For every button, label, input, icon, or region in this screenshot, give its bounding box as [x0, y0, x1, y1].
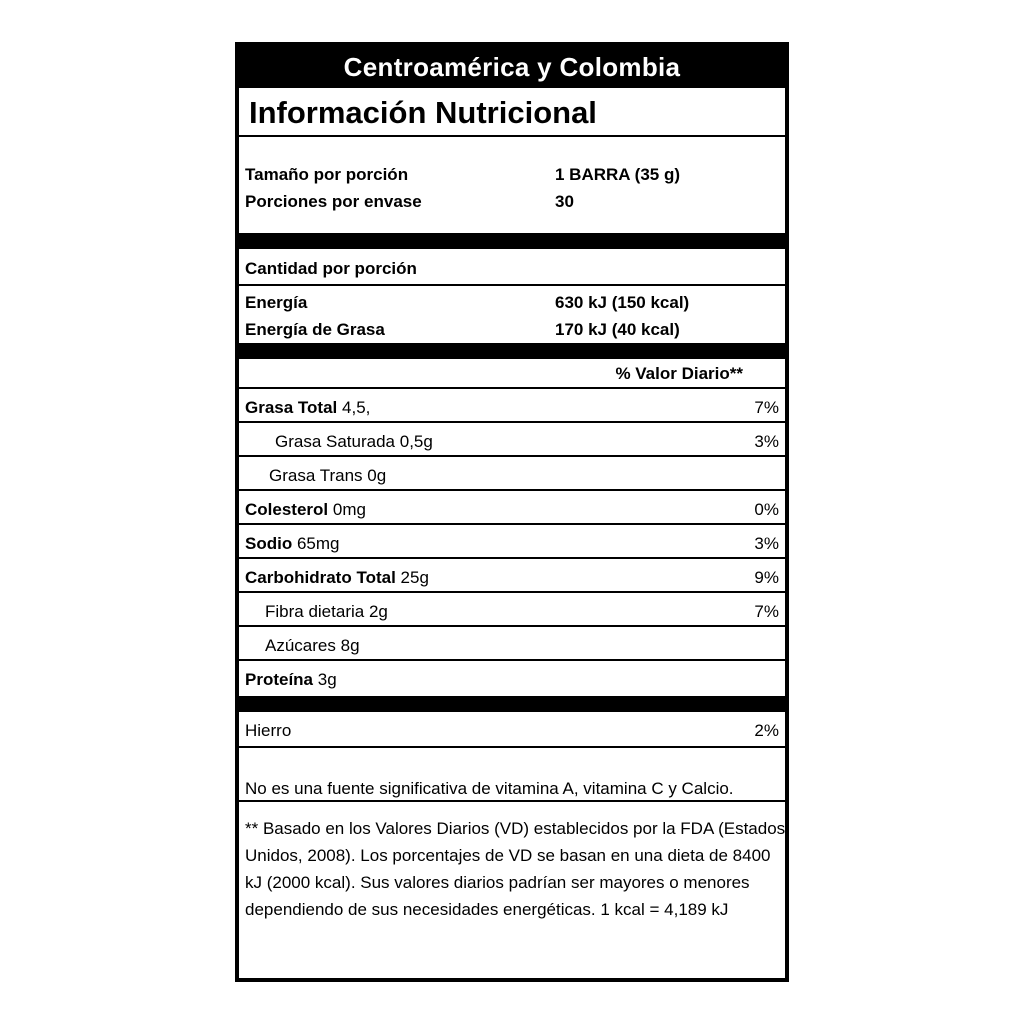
divider — [239, 800, 785, 802]
energy-label: Energía — [245, 293, 308, 312]
nutrient-row-protein: Proteína 3g — [245, 670, 337, 689]
fat-energy-value: 170 kJ (40 kcal) — [555, 320, 680, 339]
divider — [239, 284, 785, 286]
nutrient-row-total-fat: Grasa Total 4,5, — [245, 398, 371, 417]
servings-per-container-label: Porciones por envase — [245, 192, 422, 211]
iron-dv: 2% — [754, 721, 779, 740]
divider — [239, 455, 785, 457]
nutrient-row-cholesterol: Colesterol 0mg — [245, 500, 366, 519]
thick-divider — [239, 343, 785, 359]
cholesterol-dv: 0% — [754, 500, 779, 519]
thick-divider — [239, 233, 785, 249]
divider — [239, 591, 785, 593]
not-significant-source-note: No es una fuente significativa de vitamina A, vitamina C y Calcio. — [245, 779, 734, 798]
divider — [239, 387, 785, 389]
divider — [239, 625, 785, 627]
nutrient-row-trans-fat: Grasa Trans 0g — [269, 466, 387, 485]
divider — [239, 489, 785, 491]
servings-per-container-value: 30 — [555, 192, 574, 211]
serving-size-label: Tamaño por porción — [245, 165, 409, 184]
total-fat-dv: 7% — [754, 398, 779, 417]
divider — [239, 557, 785, 559]
nutrient-row-saturated-fat: Grasa Saturada 0,5g — [275, 432, 433, 451]
daily-value-heading: % Valor Diario** — [615, 364, 743, 383]
nutrient-row-dietary-fiber: Fibra dietaria 2g — [265, 602, 388, 621]
daily-value-footnote: ** Basado en los Valores Diarios (VD) establecidos por la FDA (Estados Unidos, 2008). Los porcentajes de VD se basan en una dieta de 8400 kJ (2000 kcal). Sus valores diarios padrían ser mayores o menores dependiendo de sus necesidades energéticas. 1 kcal = 4,189 kJ — [245, 819, 786, 919]
saturated-fat-dv: 3% — [754, 432, 779, 451]
serving-size-value: 1 BARRA (35 g) — [555, 165, 680, 184]
divider — [239, 523, 785, 525]
region-banner: Centroamérica y Colombia — [239, 46, 785, 88]
divider — [239, 746, 785, 748]
amount-per-serving-heading: Cantidad por porción — [245, 259, 417, 278]
fat-energy-label: Energía de Grasa — [245, 320, 385, 339]
divider — [239, 659, 785, 661]
energy-value: 630 kJ (150 kcal) — [555, 293, 690, 312]
nutrient-row-sugars: Azúcares 8g — [265, 636, 360, 655]
nutrient-row-sodium: Sodio 65mg — [245, 534, 340, 553]
nutrition-facts-label — [235, 42, 789, 982]
mineral-row-iron: Hierro — [245, 721, 292, 740]
divider — [239, 135, 785, 137]
divider — [239, 421, 785, 423]
dietary-fiber-dv: 7% — [754, 602, 779, 621]
sodium-dv: 3% — [754, 534, 779, 553]
total-carbohydrate-dv: 9% — [754, 568, 779, 587]
label-title: Información Nutricional — [249, 95, 597, 130]
thick-divider — [239, 696, 785, 712]
nutrient-row-total-carbohydrate: Carbohidrato Total 25g — [245, 568, 429, 587]
